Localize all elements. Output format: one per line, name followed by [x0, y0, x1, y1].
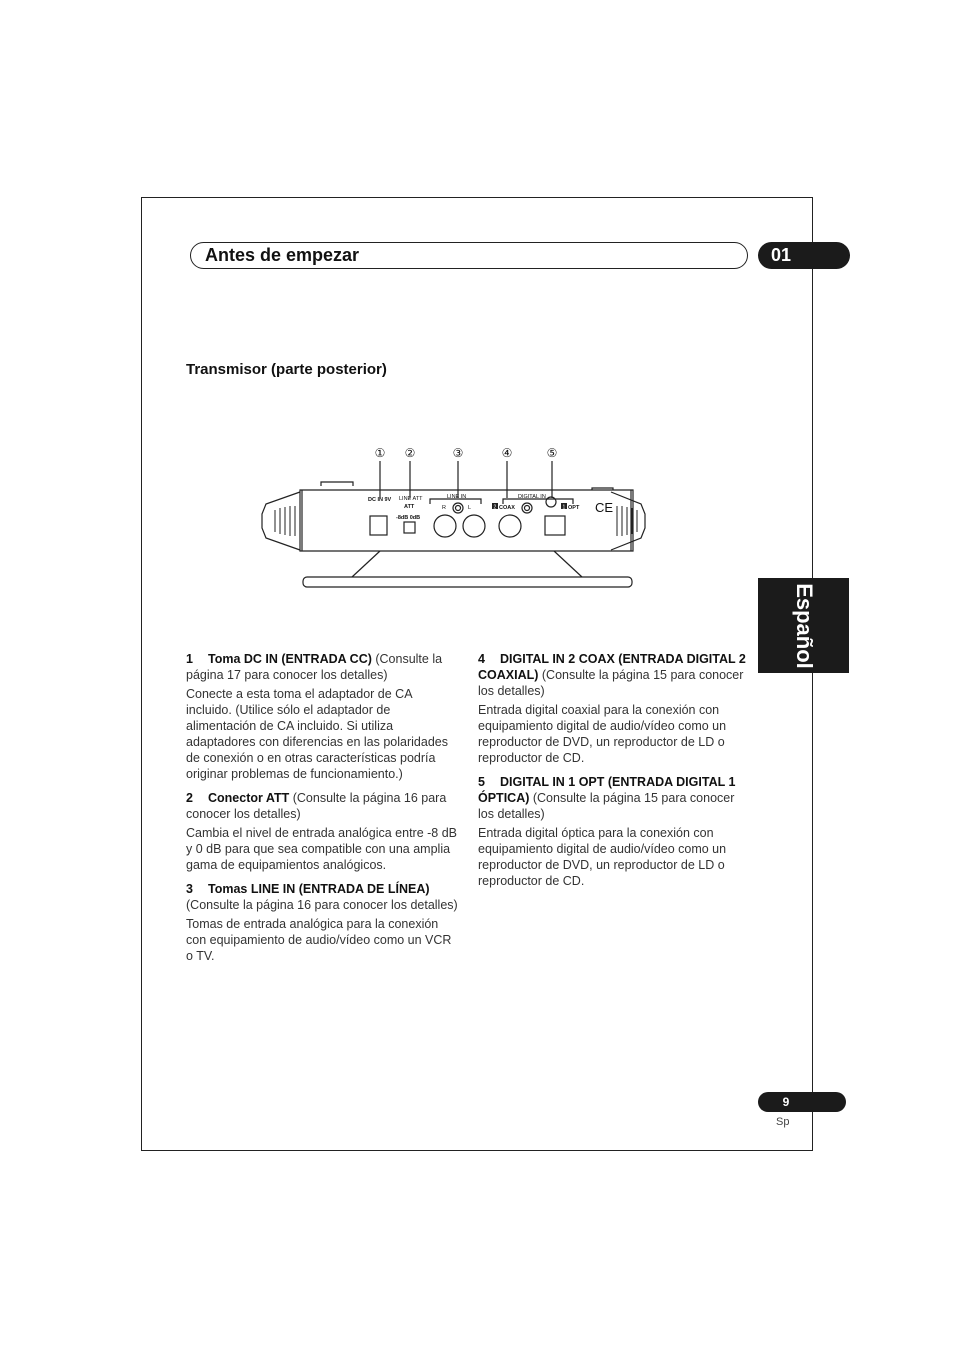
- item-description: Entrada digital coaxial para la conexión con equipamiento digital de audio/vídeo como un reproductor de DVD, un reproductor de LD o reproductor de CD.: [478, 703, 727, 765]
- item-number: 2: [186, 791, 193, 805]
- item-title: Toma DC IN (ENTRADA CC): [208, 652, 372, 666]
- item-number: 3: [186, 882, 193, 896]
- list-item: [478, 774, 748, 889]
- label-line-in: LINE IN: [447, 494, 467, 500]
- left-column: [186, 651, 461, 972]
- item-number: 5: [478, 775, 485, 789]
- item-description: Tomas de entrada analógica para la conexión con equipamiento de audio/vídeo como un VCR o TV.: [186, 917, 452, 963]
- label-att-values: -8dB 0dB: [396, 515, 421, 521]
- item-title: Conector ATT: [208, 791, 290, 805]
- item-number: 1: [186, 652, 193, 666]
- page-number: 9: [782, 1095, 790, 1109]
- callout-3: ③: [452, 446, 464, 460]
- section-title: Transmisor (parte posterior): [186, 361, 387, 378]
- label-opt: OPT: [568, 505, 580, 511]
- item-description: Cambia el nivel de entrada analógica entre -8 dB y 0 dB para que sea compatible con una amplia gama de equipamientos analógicos.: [186, 826, 458, 872]
- label-coax-num: 2: [493, 504, 497, 511]
- list-item: [186, 790, 461, 873]
- callout-2: ②: [404, 446, 416, 460]
- item-reference: (Consulte la página 15 para conocer los detalles): [478, 791, 735, 821]
- page-title: Antes de empezar: [205, 245, 360, 265]
- item-reference: (Consulte la página 15 para conocer los detalles): [478, 668, 744, 698]
- item-description: Conecte a esta toma el adaptador de CA incluido. (Utilice sólo el adaptador de alimentación de CA incluido. Si utiliza adaptadores con diferencias en las polaridades de conexión o en otras características podría originar problemas de funcionamiento.): [186, 687, 448, 781]
- item-reference: (Consulte la página 17 para conocer los detalles): [186, 652, 443, 682]
- item-reference: (Consulte la página 16 para conocer los detalles): [186, 898, 458, 912]
- callout-5: ⑤: [546, 446, 558, 460]
- language-tab-label-wrap: [758, 578, 849, 673]
- label-dc-in: DC IN 9V: [368, 497, 392, 503]
- item-number: 4: [478, 652, 485, 666]
- list-item: [186, 651, 461, 782]
- item-reference: (Consulte la página 16 para conocer los detalles): [186, 791, 447, 821]
- right-column: [478, 651, 748, 897]
- item-title: Tomas LINE IN (ENTRADA DE LÍNEA): [208, 882, 430, 896]
- item-title: DIGITAL IN 1 OPT (ENTRADA DIGITAL 1 ÓPTICA): [478, 775, 736, 805]
- transmitter-rear-diagram: [255, 440, 647, 596]
- list-item: [186, 881, 461, 964]
- label-digital-in: DIGITAL IN: [518, 494, 546, 500]
- label-coax: COAX: [499, 505, 515, 511]
- label-att: ATT: [404, 504, 415, 510]
- label-line-att: LINE ATT: [399, 496, 423, 502]
- label-r: R: [442, 505, 446, 511]
- label-opt-num: 1: [562, 504, 566, 511]
- page-language: Sp: [776, 1116, 790, 1128]
- item-description: Entrada digital óptica para la conexión con equipamiento digital de audio/vídeo como un reproductor de DVD, un reproductor de LD o reproductor de CD.: [478, 826, 727, 888]
- item-title: DIGITAL IN 2 COAX (ENTRADA DIGITAL 2 COAXIAL): [478, 652, 746, 682]
- language-tab-label: Español: [791, 582, 817, 669]
- chapter-number: 01: [771, 245, 792, 265]
- callout-1: ①: [374, 446, 386, 460]
- callout-4: ④: [501, 446, 513, 460]
- list-item: [478, 651, 748, 766]
- label-l: L: [468, 505, 472, 511]
- ce-mark: CE: [595, 500, 614, 515]
